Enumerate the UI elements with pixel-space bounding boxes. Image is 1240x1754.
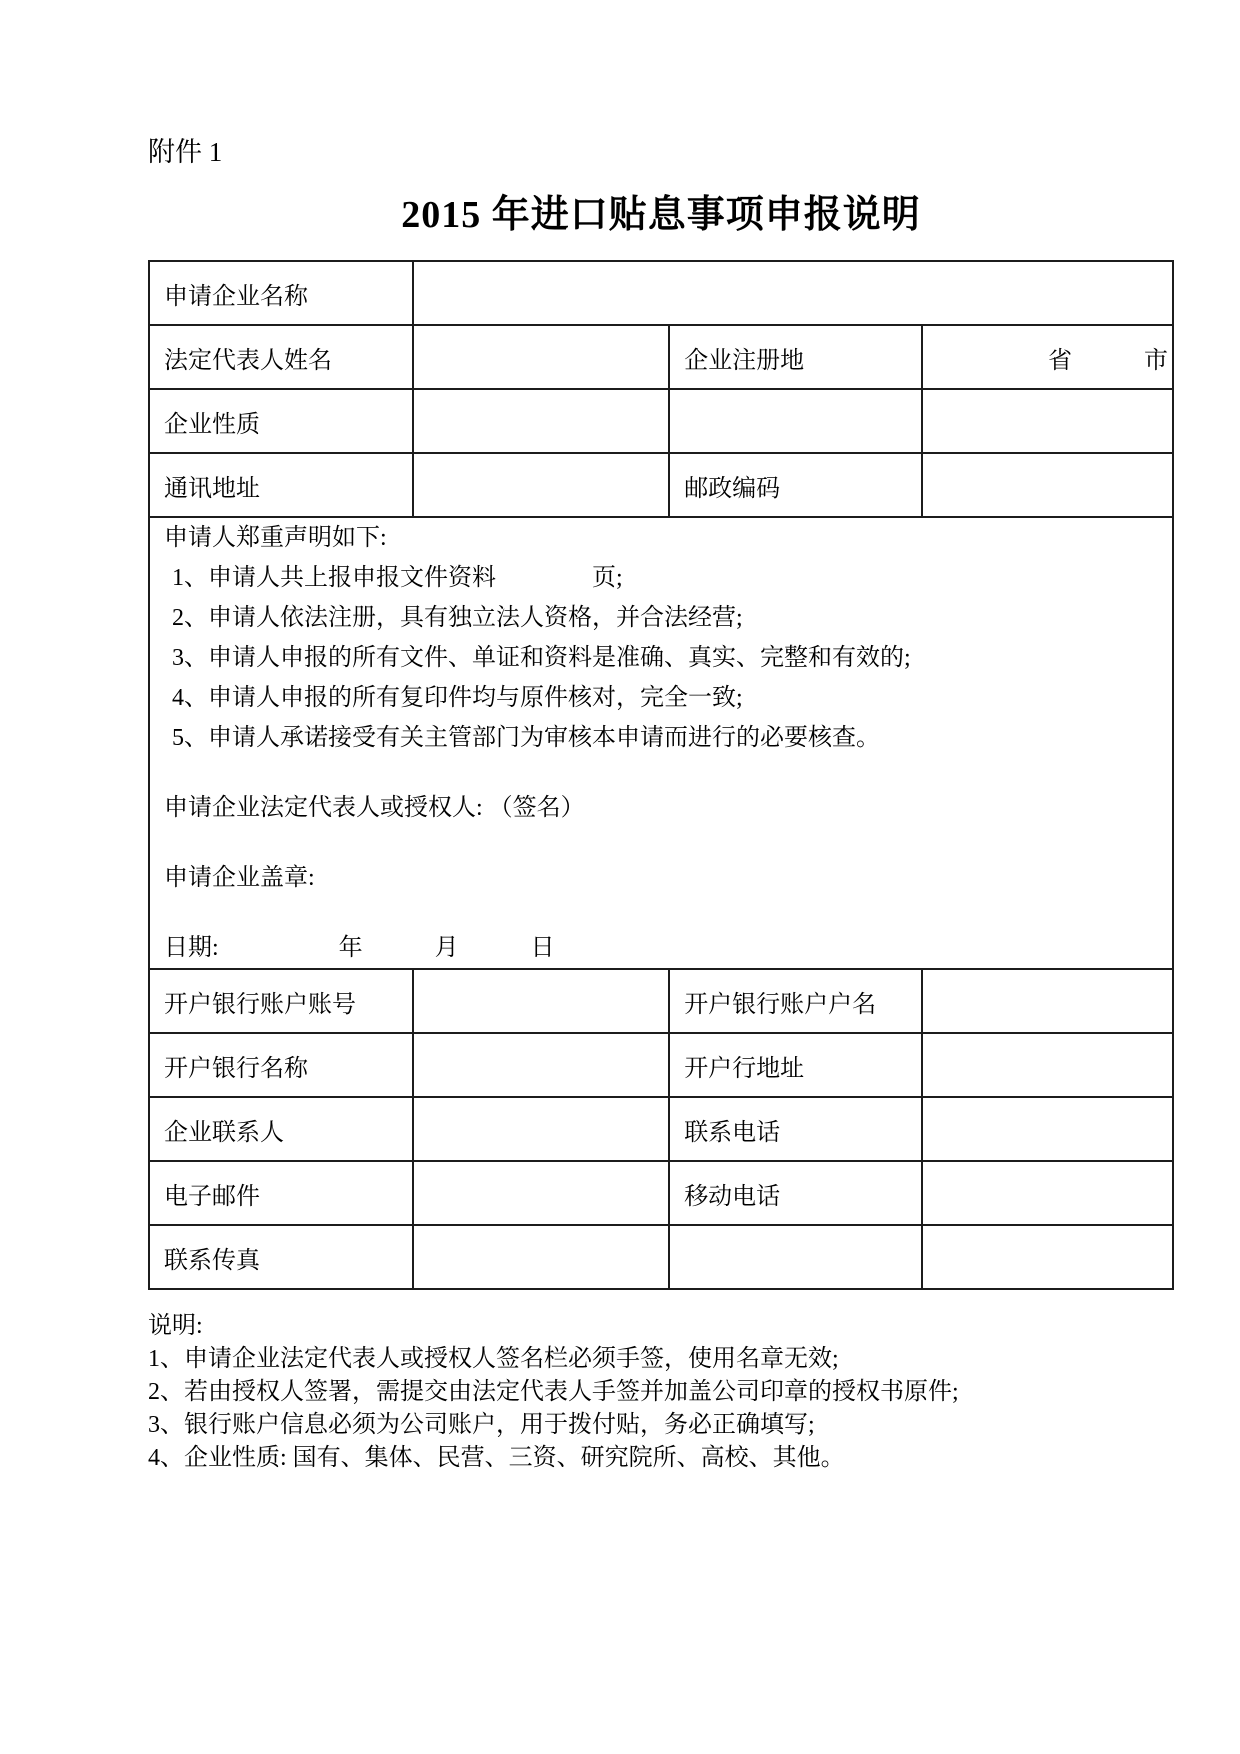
enterprise-nature-label-cell: 企业性质 bbox=[149, 389, 413, 453]
table-row-enterprise-nature bbox=[149, 389, 1173, 453]
contact-person-label-cell: 企业联系人 bbox=[149, 1097, 413, 1161]
fax-extra-cell-1 bbox=[669, 1225, 922, 1289]
registration-place-label-cell: 企业注册地 bbox=[669, 325, 922, 389]
mobile-phone-value-cell bbox=[922, 1161, 1173, 1225]
company-name-value-cell bbox=[413, 261, 1173, 325]
bank-account-number-value-cell bbox=[413, 969, 669, 1033]
table-row-bank-account-number bbox=[149, 969, 1173, 1033]
table-row-company-name bbox=[149, 261, 1173, 325]
bank-account-number-label-cell: 开户银行账户账号 bbox=[149, 969, 413, 1033]
table-row-contact-person bbox=[149, 1097, 1173, 1161]
date-line: 日期: 年 月 日 bbox=[164, 935, 555, 961]
table-row-legal-rep bbox=[149, 325, 1173, 389]
notes-heading: 说明: bbox=[148, 1313, 203, 1339]
bank-name-value-cell bbox=[413, 1033, 669, 1097]
table-row-email bbox=[149, 1161, 1173, 1225]
company-seal-line: 申请企业盖章: bbox=[164, 865, 315, 891]
note-item-3: 3、银行账户信息必须为公司账户，用于拨付贴，务必正确填写; bbox=[148, 1412, 815, 1438]
note-item-2: 2、若由授权人签署，需提交由法定代表人手签并加盖公司印章的授权书原件; bbox=[148, 1379, 959, 1405]
mailing-address-value-cell bbox=[413, 453, 669, 517]
table-row-declaration bbox=[149, 517, 1173, 969]
notes-section bbox=[148, 1310, 1174, 1475]
bank-address-label-cell: 开户行地址 bbox=[669, 1033, 922, 1097]
signature-line: 申请企业法定代表人或授权人: （签名） bbox=[164, 795, 585, 821]
postcode-label-cell: 邮政编码 bbox=[669, 453, 922, 517]
attachment-label: 附件 1 bbox=[148, 137, 223, 167]
declaration-item-1: 1、申请人共上报申报文件资料 页; bbox=[172, 565, 623, 591]
declaration-cell bbox=[149, 517, 1173, 969]
note-item-1: 1、申请企业法定代表人或授权人签名栏必须手签，使用名章无效; bbox=[148, 1346, 839, 1372]
note-item-4: 4、企业性质: 国有、集体、民营、三资、研究院所、高校、其他。 bbox=[148, 1445, 845, 1471]
enterprise-nature-extra-cell-2 bbox=[922, 389, 1173, 453]
legal-rep-label-cell: 法定代表人姓名 bbox=[149, 325, 413, 389]
bank-account-name-value-cell bbox=[922, 969, 1173, 1033]
page-title: 2015 年进口贴息事项申报说明 bbox=[401, 194, 921, 236]
declaration-item-4: 4、申请人申报的所有复印件均与原件核对，完全一致; bbox=[172, 685, 743, 711]
bank-account-name-label-cell: 开户银行账户户名 bbox=[669, 969, 922, 1033]
table-row-bank-name bbox=[149, 1033, 1173, 1097]
enterprise-nature-value-cell bbox=[413, 389, 669, 453]
fax-extra-cell-2 bbox=[922, 1225, 1173, 1289]
fax-label-cell: 联系传真 bbox=[149, 1225, 413, 1289]
postcode-value-cell bbox=[922, 453, 1173, 517]
enterprise-nature-extra-cell-1 bbox=[669, 389, 922, 453]
declaration-heading: 申请人郑重声明如下: bbox=[164, 525, 387, 551]
declaration-item-3: 3、申请人申报的所有文件、单证和资料是准确、真实、完整和有效的; bbox=[172, 645, 911, 671]
contact-person-value-cell bbox=[413, 1097, 669, 1161]
contact-phone-label-cell: 联系电话 bbox=[669, 1097, 922, 1161]
mailing-address-label-cell: 通讯地址 bbox=[149, 453, 413, 517]
document-content bbox=[148, 0, 1174, 1475]
mobile-phone-label-cell: 移动电话 bbox=[669, 1161, 922, 1225]
bank-name-label-cell: 开户银行名称 bbox=[149, 1033, 413, 1097]
fax-value-cell bbox=[413, 1225, 669, 1289]
company-name-label-cell: 申请企业名称 bbox=[149, 261, 413, 325]
province-city-cell: 省 市 bbox=[922, 325, 1173, 389]
declaration-form-table bbox=[148, 260, 1174, 1290]
table-row-fax bbox=[149, 1225, 1173, 1289]
email-label-cell: 电子邮件 bbox=[149, 1161, 413, 1225]
contact-phone-value-cell bbox=[922, 1097, 1173, 1161]
bank-address-value-cell bbox=[922, 1033, 1173, 1097]
email-value-cell bbox=[413, 1161, 669, 1225]
legal-rep-value-cell bbox=[413, 325, 669, 389]
declaration-item-2: 2、申请人依法注册，具有独立法人资格，并合法经营; bbox=[172, 605, 743, 631]
declaration-item-5: 5、申请人承诺接受有关主管部门为审核本申请而进行的必要核查。 bbox=[172, 725, 880, 751]
table-row-mailing-address bbox=[149, 453, 1173, 517]
